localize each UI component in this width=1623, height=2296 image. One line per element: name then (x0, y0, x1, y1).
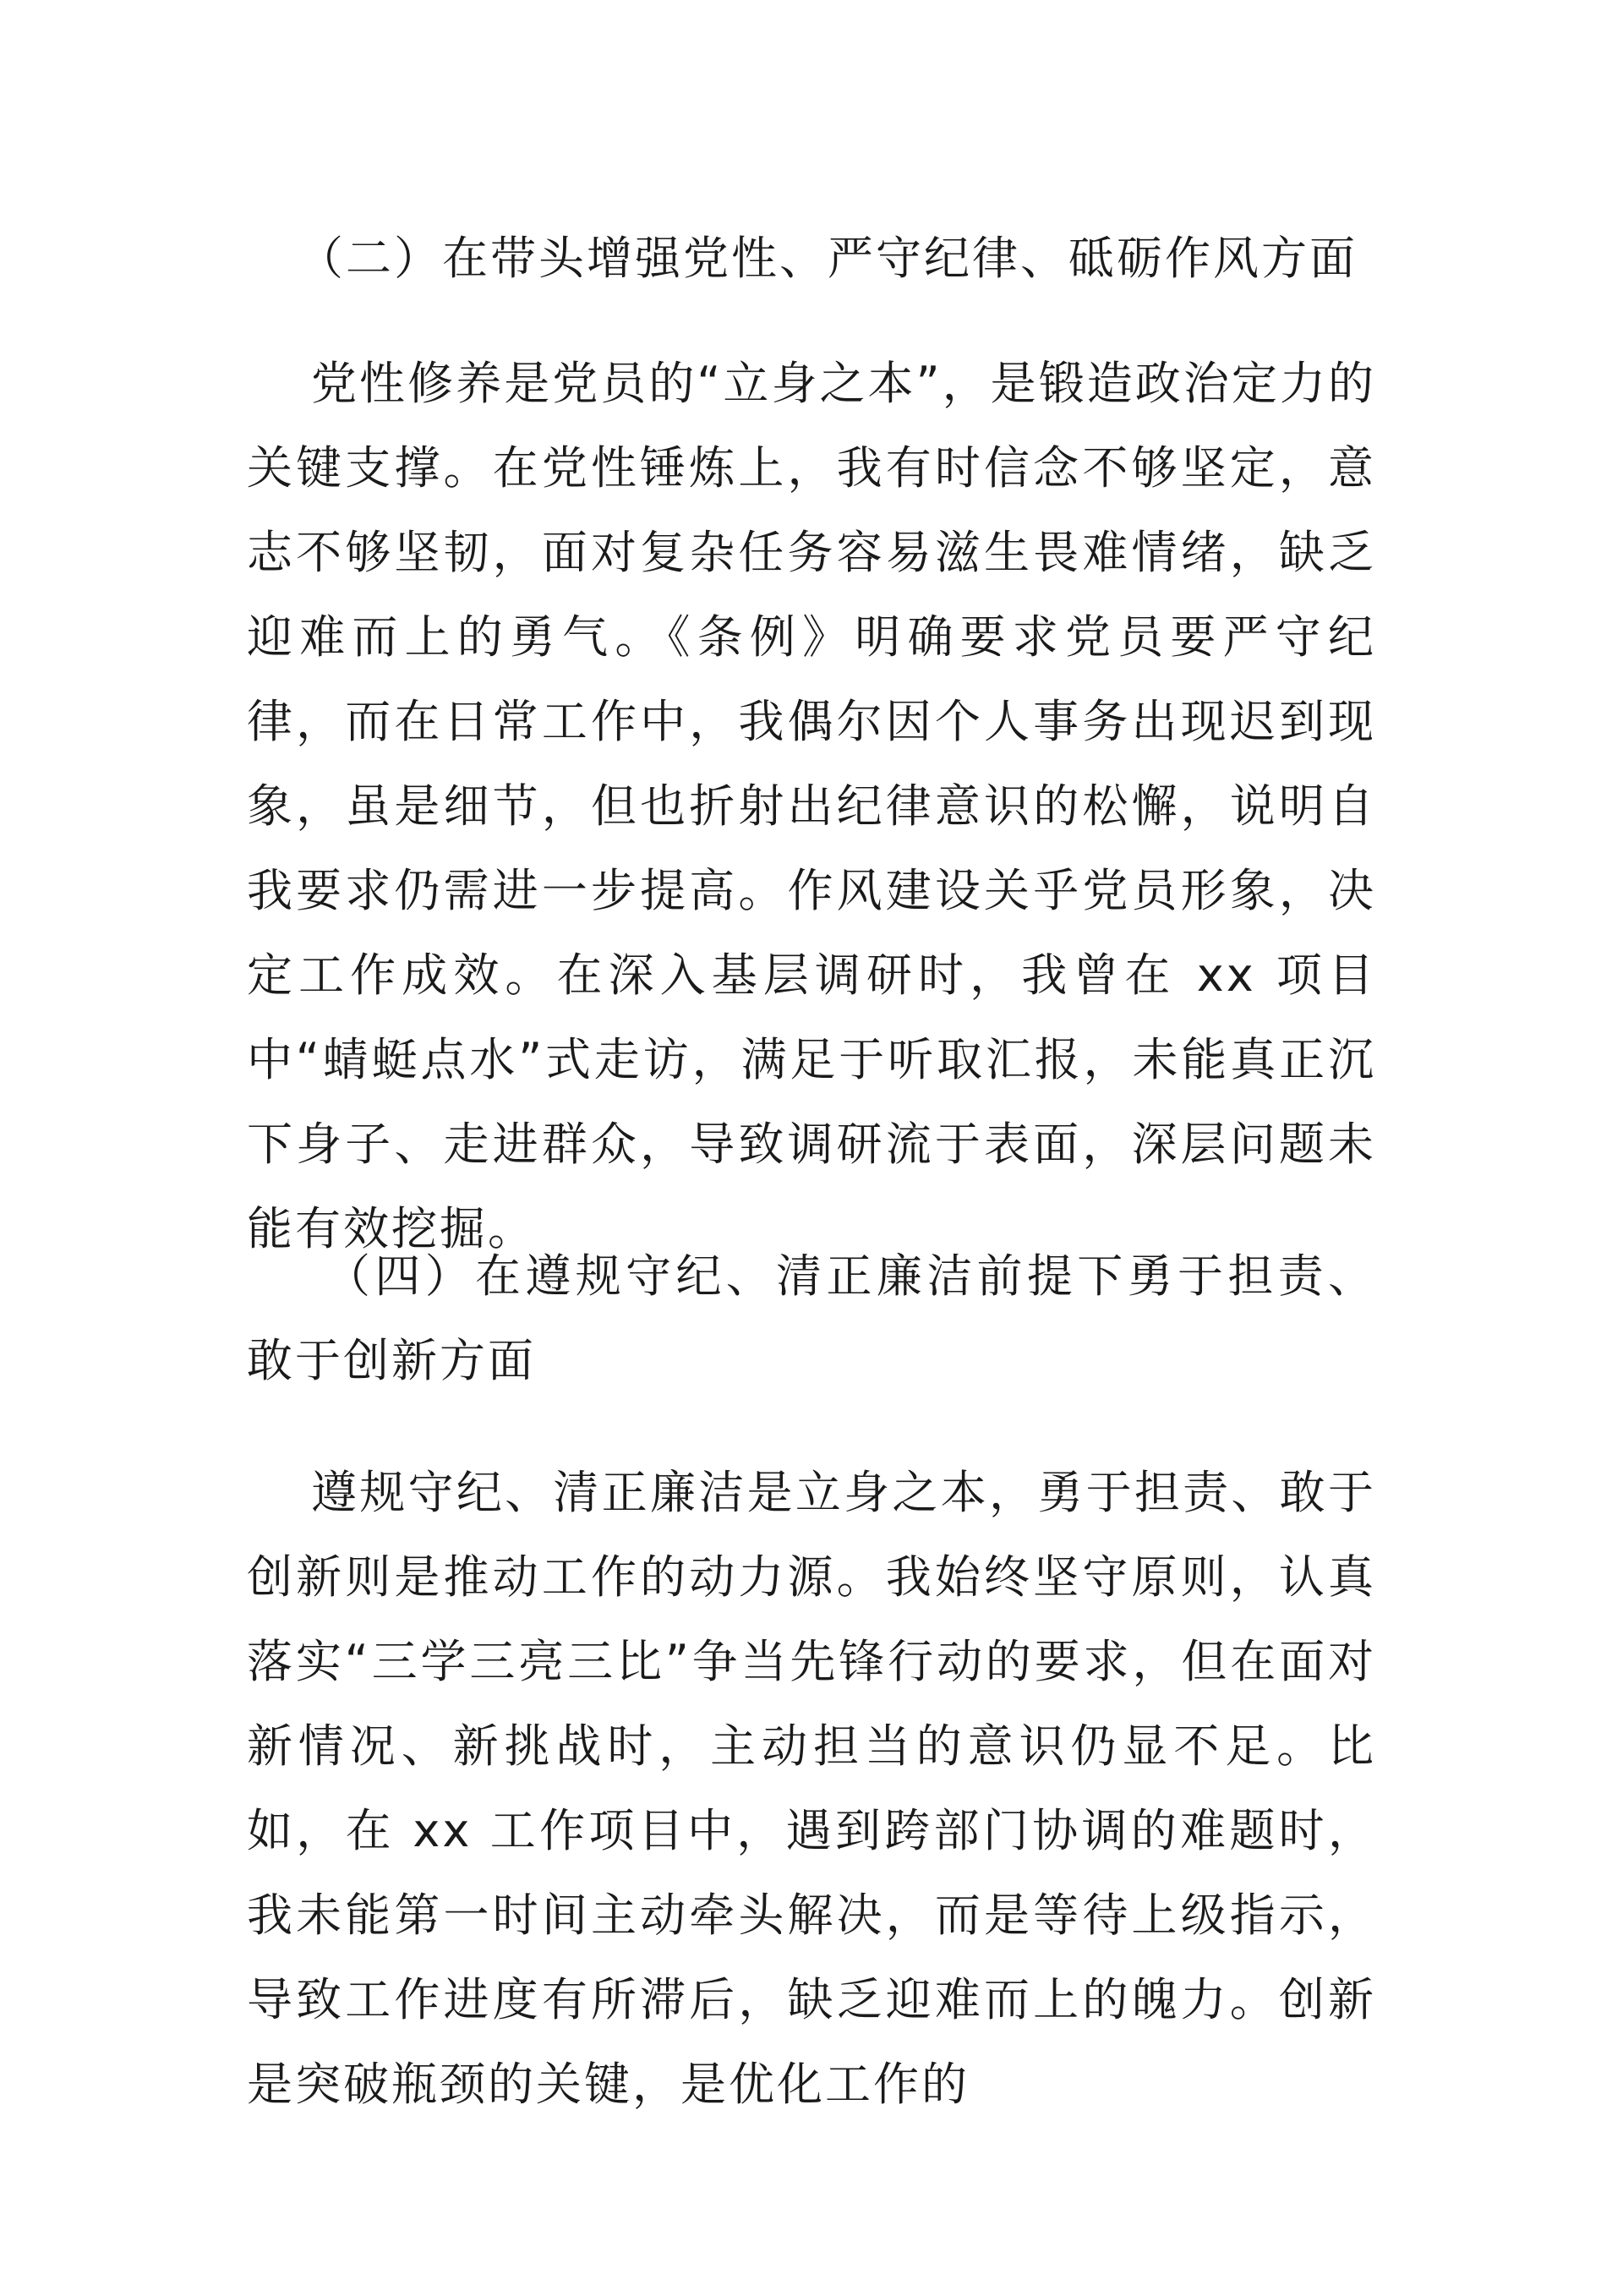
section-heading-4: （四）在遵规守纪、清正廉洁前提下勇于担责、敢于创新方面 (247, 1249, 1376, 1387)
section-heading-2 (247, 216, 1376, 301)
section-heading-2-text: （二）在带头增强党性、严守纪律、砥砺作风方面 (298, 232, 1358, 285)
paragraph-party-spirit: 党性修养是党员的“立身之本”，是锻造政治定力的关键支撑。在党性锤炼上，我有时信念不够坚定，意志不够坚韧，面对复杂任务容易滋生畏难情绪，缺乏迎难而上的勇气。《条例》明确要求党员要严守纪律，而在日常工作中，我偶尔因个人事务出现迟到现象，虽是细节，但也折射出纪律意识的松懈，说明自我要求仍需进一步提高。作风建设关乎党员形象，决定工作成效。在深入基层调研时，我曾在 xx 项目中“蜻蜓点水”式走访，满足于听取汇报，未能真正沉下身子、走进群众，导致调研流于表面，深层问题未能有效挖掘。 (247, 357, 1376, 1255)
paragraph-discipline-innovation: 遵规守纪、清正廉洁是立身之本，勇于担责、敢于创新则是推动工作的动力源。我始终坚守原则，认真落实“三学三亮三比”争当先锋行动的要求，但在面对新情况、新挑战时，主动担当的意识仍显不足。比如，在 xx 工作项目中，遇到跨部门协调的难题时，我未能第一时间主动牵头解决，而是等待上级指示，导致工作进度有所滞后，缺乏迎难而上的魄力。创新是突破瓶颈的关键，是优化工作的 (247, 1466, 1376, 2111)
